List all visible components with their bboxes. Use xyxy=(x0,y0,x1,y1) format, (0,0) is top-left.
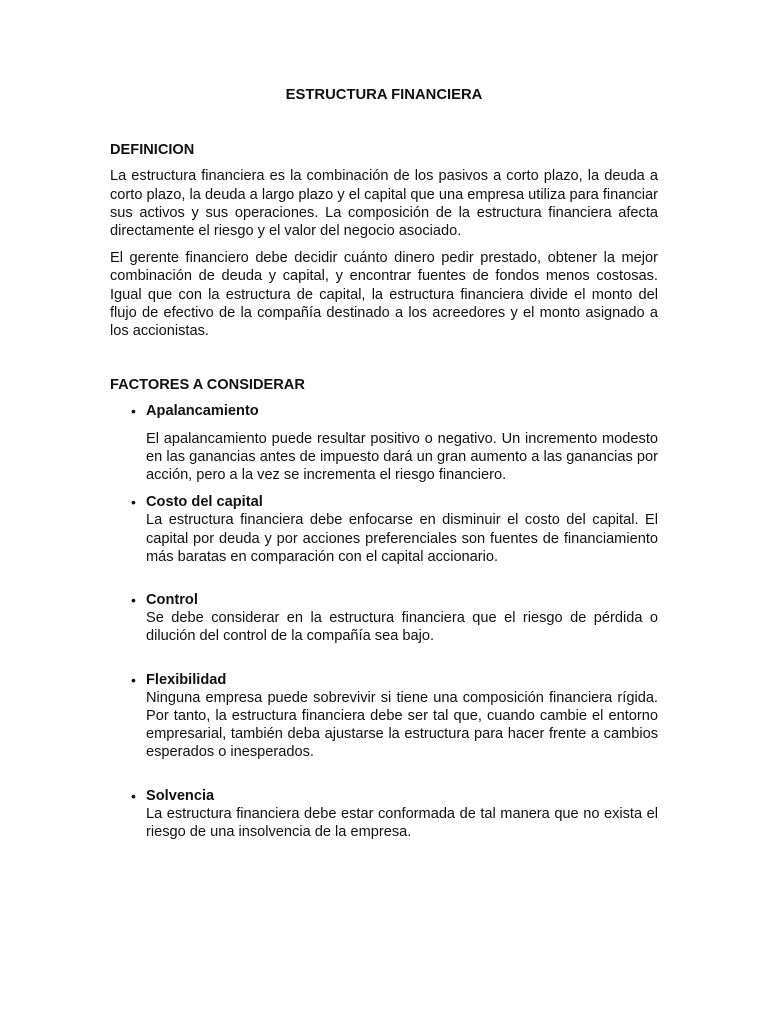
bullet-icon: • xyxy=(131,787,136,804)
factor-text: Se debe considerar en la estructura financiera que el riesgo de pérdida o dilución del control de la compañía sea bajo. xyxy=(146,610,658,645)
factor-text: El apalancamiento puede resultar positivo o negativo. Un incremento modesto en las ganancias antes de impuesto dará un gran aumento a las ganancias por acción, pero a la vez se incrementa el riesgo financiero. xyxy=(146,430,658,484)
factores-list xyxy=(110,402,658,841)
bullet-icon: • xyxy=(131,494,136,511)
document-title: ESTRUCTURA FINANCIERA xyxy=(285,87,483,103)
factor-text: La estructura financiera debe enfocarse en disminuir el costo del capital. El capital por deuda y por acciones preferenciales son fuentes de financiamiento más baratas en comparación con el capital accionario. xyxy=(146,512,658,565)
factor-item-flexibilidad xyxy=(110,671,658,762)
document-body xyxy=(110,86,658,841)
factor-title: Control xyxy=(146,592,198,609)
definicion-paragraph-2: El gerente financiero debe decidir cuánto dinero pedir prestado, obtener la mejor combinación de deuda y capital, y encontrar fuentes de fondos menos costosas. Igual que con la estructura de capital, la estructura financiera divide el monto del flujo de efectivo de la compañía destinado a los acreedores y el monto asignado a los accionistas. xyxy=(110,250,658,340)
factor-item-solvencia xyxy=(110,787,658,842)
factor-text: La estructura financiera debe estar conformada de tal manera que no exista el riesgo de una insolvencia de la empresa. xyxy=(146,805,658,841)
factores-heading: FACTORES A CONSIDERAR xyxy=(110,377,305,394)
factor-title: Costo del capital xyxy=(146,494,263,511)
bullet-icon: • xyxy=(131,671,136,688)
factor-title: Flexibilidad xyxy=(146,671,227,688)
section-spacer xyxy=(110,349,658,376)
factor-item-costo-del-capital xyxy=(110,493,658,566)
factor-item-control xyxy=(110,591,658,646)
bullet-icon: • xyxy=(131,592,136,609)
factor-title: Apalancamiento xyxy=(146,403,259,420)
definicion-heading: DEFINICION xyxy=(110,142,195,159)
bullet-icon: • xyxy=(131,403,136,420)
definicion-paragraph-1: La estructura financiera es la combinación de los pasivos a corto plazo, la deuda a corto plazo, la deuda a largo plazo y el capital que una empresa utiliza para financiar sus activos y sus operaciones. La composición de la estructura financiera afecta directamente el riesgo y el valor del negocio asociado. xyxy=(110,168,658,240)
factor-title: Solvencia xyxy=(146,787,215,804)
factor-item-apalancamiento xyxy=(110,402,658,484)
factor-text: Ninguna empresa puede sobrevivir si tiene una composición financiera rígida. Por tanto, la estructura financiera debe ser tal que, cuando cambie el entorno empresarial, también deba ajustarse la estructura para hacer frente a cambios esperados o inesperados. xyxy=(146,689,658,761)
